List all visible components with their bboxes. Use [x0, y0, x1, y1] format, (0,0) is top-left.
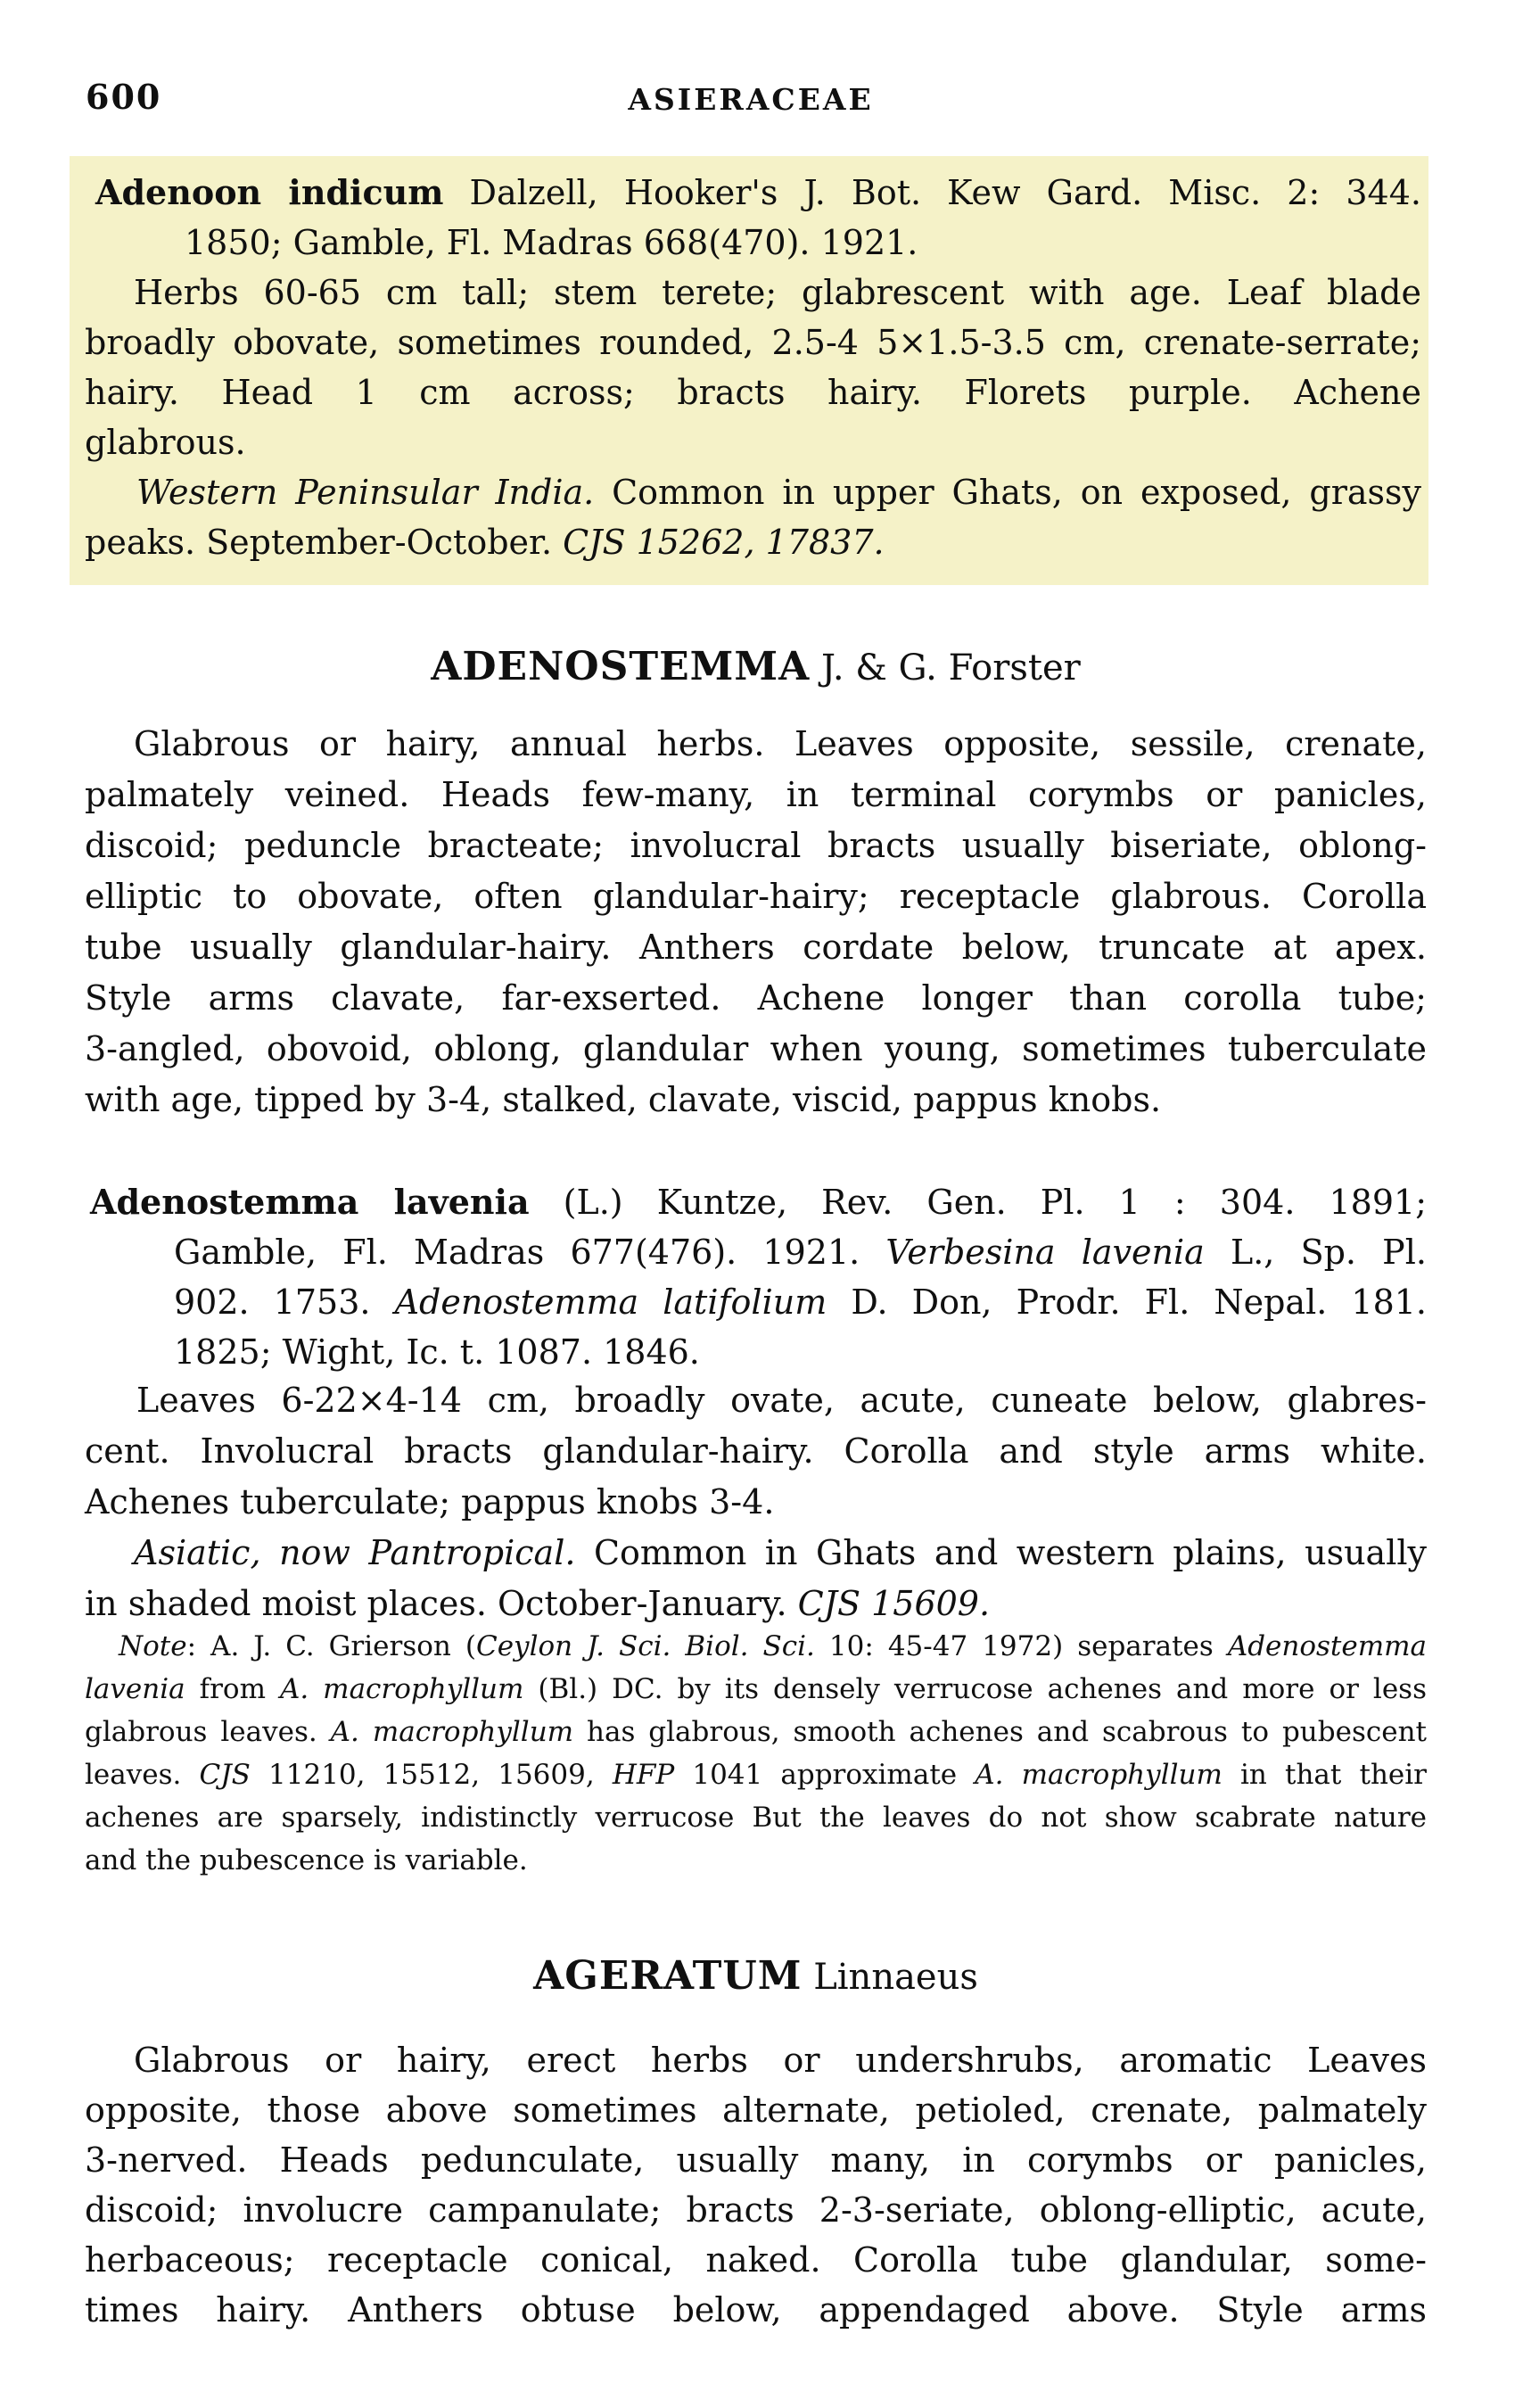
- text-segment: Dalzell, Hooker's J. Bot. Kew Gard. Misc. 2: 344.: [443, 173, 1421, 212]
- text-segment: Adenostemma lavenia: [90, 1182, 530, 1222]
- text-segment: CJS: [199, 1759, 251, 1791]
- text-line: [85, 1668, 1427, 1711]
- text-segment: opposite, those above sometimes alternate, petioled, crenate, palmately: [85, 2091, 1427, 2130]
- text-segment: 1825; Wight, Ic. t. 1087. 1846.: [174, 1332, 700, 1372]
- text-line: [85, 640, 1427, 695]
- text-line: [85, 2185, 1427, 2235]
- text-line: [85, 719, 1427, 770]
- genus-description-adenostemma: [85, 719, 1427, 1126]
- text-segment: (Bl.) DC. by its densely verrucose achenes and more or less: [523, 1673, 1427, 1705]
- text-segment: 902. 1753.: [174, 1282, 395, 1322]
- taxonomic-note: [85, 1625, 1427, 1882]
- text-segment: Herbs 60-65 cm tall; stem terete; glabrescent with age. Leaf blade: [134, 273, 1421, 312]
- text-line: [85, 821, 1427, 871]
- text-segment: Common in Ghats and western plains, usually: [575, 1533, 1427, 1572]
- text-segment: discoid; involucre campanulate; bracts 2-3-seriate, oblong-elliptic, acute,: [85, 2190, 1427, 2230]
- text-segment: achenes are sparsely, indistinctly verrucose But the leaves do not show scabrate nature: [85, 1802, 1427, 1834]
- text-segment: Common in upper Ghats, on exposed, grassy: [594, 473, 1421, 512]
- text-segment: HFP: [612, 1759, 675, 1791]
- text-segment: A. macrophyllum: [975, 1759, 1223, 1791]
- text-segment: Glabrous or hairy, annual herbs. Leaves opposite, sessile, crenate,: [134, 724, 1427, 763]
- text-segment: herbaceous; receptacle conical, naked. Corolla tube glandular, some-: [85, 2240, 1427, 2280]
- text-line: [85, 1375, 1427, 1426]
- text-segment: broadly obovate, sometimes rounded, 2.5-4 5×1.5-3.5 cm, crenate-serrate;: [85, 323, 1421, 362]
- text-segment: glabrous leaves.: [85, 1716, 331, 1748]
- text-segment: CJS 15609.: [797, 1584, 991, 1623]
- species-entry-adenostemma-lavenia: [85, 1177, 1427, 1377]
- text-segment: lavenia: [85, 1673, 185, 1705]
- text-segment: Ceylon J. Sci. Biol. Sci.: [475, 1630, 815, 1662]
- text-segment: has glabrous, smooth achenes and scabrous to pubescent: [573, 1716, 1427, 1748]
- text-segment: Leaves 6-22×4-14 cm, broadly ovate, acute, cuneate below, glabres-: [136, 1381, 1427, 1420]
- text-segment: 10: 45-47 1972) separates: [814, 1630, 1228, 1662]
- text-segment: palmately veined. Heads few-many, in terminal corymbs or panicles,: [85, 775, 1427, 814]
- text-line: [85, 268, 1421, 317]
- text-line: [85, 1579, 1427, 1629]
- text-segment: : A. J. C. Grierson (: [186, 1630, 476, 1662]
- text-segment: and the pubescence is variable.: [85, 1844, 528, 1876]
- text-line: [85, 367, 1421, 417]
- text-segment: Western Peninsular India.: [136, 473, 595, 512]
- text-segment: 1850; Gamble, Fl. Madras 668(470). 1921.: [185, 223, 918, 262]
- text-line: [85, 1625, 1427, 1668]
- text-segment: (L.) Kuntze, Rev. Gen. Pl. 1 : 304. 1891;: [529, 1183, 1427, 1222]
- text-line: [85, 1075, 1427, 1126]
- text-segment: elliptic to obovate, often glandular-hairy; receptacle glabrous. Corolla: [85, 877, 1427, 916]
- text-line: [85, 1327, 1427, 1377]
- text-segment: times hairy. Anthers obtuse below, appendaged above. Style arms: [85, 2290, 1427, 2330]
- text-segment: D. Don, Prodr. Fl. Nepal. 181.: [827, 1282, 1428, 1322]
- text-line: [85, 2085, 1427, 2135]
- text-segment: with age, tipped by 3-4, stalked, clavate, viscid, pappus knobs.: [85, 1080, 1162, 1119]
- text-line: [85, 467, 1421, 517]
- text-line: [85, 1477, 1427, 1528]
- text-line: [85, 922, 1427, 973]
- text-segment: J. & G. Forster: [810, 647, 1081, 689]
- page-number: 600: [86, 77, 162, 117]
- text-segment: discoid; peduncle bracteate; involucral bracts usually biseriate, oblong-: [85, 826, 1427, 865]
- text-line: [85, 973, 1427, 1024]
- text-line: [85, 2285, 1427, 2335]
- text-line: [85, 1950, 1427, 2004]
- genus-description-ageratum: [85, 2035, 1427, 2335]
- text-line: [85, 1528, 1427, 1579]
- family-header: ASIERACEAE: [628, 82, 874, 117]
- text-line: [85, 1277, 1427, 1327]
- genus-heading-ageratum: [85, 1950, 1427, 2004]
- text-line: [85, 1227, 1427, 1277]
- entry-adenoon-indicum: [70, 156, 1428, 585]
- text-segment: Gamble, Fl. Madras 677(476). 1921.: [174, 1233, 886, 1272]
- genus-heading-adenostemma: [85, 640, 1427, 695]
- text-segment: AGERATUM: [533, 1953, 803, 1999]
- text-segment: Glabrous or hairy, erect herbs or undershrubs, aromatic Leaves: [134, 2041, 1427, 2080]
- text-segment: 1041 approximate: [674, 1759, 976, 1791]
- text-line: [85, 1839, 1427, 1882]
- text-line: [85, 1753, 1427, 1796]
- text-segment: in that their: [1222, 1759, 1427, 1791]
- text-line: [85, 2035, 1427, 2085]
- text-line: [85, 1426, 1427, 1477]
- text-segment: cent. Involucral bracts glandular-hairy. Corolla and style arms white.: [85, 1431, 1427, 1471]
- text-line: [85, 2235, 1427, 2285]
- text-segment: hairy. Head 1 cm across; bracts hairy. Florets purple. Achene: [85, 373, 1421, 412]
- text-segment: ADENOSTEMMA: [431, 644, 811, 689]
- text-segment: in shaded moist places. October-January.: [85, 1584, 798, 1623]
- text-segment: A. macrophyllum: [330, 1716, 574, 1748]
- text-segment: 3-angled, obovoid, oblong, glandular when young, sometimes tuberculate: [85, 1029, 1427, 1068]
- text-segment: L., Sp. Pl.: [1204, 1233, 1427, 1272]
- text-segment: Asiatic, now Pantropical.: [134, 1533, 576, 1572]
- text-segment: Style arms clavate, far-exserted. Achene longer than corolla tube;: [85, 978, 1427, 1018]
- text-segment: CJS 15262, 17837.: [563, 523, 885, 562]
- text-line: [85, 317, 1421, 367]
- text-segment: A. macrophyllum: [279, 1673, 524, 1705]
- text-segment: Linnaeus: [802, 1957, 978, 1998]
- text-segment: 3-nerved. Heads pedunculate, usually many, in corymbs or panicles,: [85, 2140, 1427, 2180]
- text-line: [85, 1711, 1427, 1753]
- text-segment: Adenostemma latifolium: [394, 1282, 827, 1322]
- text-line: [85, 168, 1421, 218]
- species-description-adenostemma-lavenia: [85, 1375, 1427, 1629]
- text-segment: 11210, 15512, 15609,: [250, 1759, 613, 1791]
- text-line: [85, 1796, 1427, 1839]
- text-line: [85, 1024, 1427, 1075]
- text-line: [85, 417, 1421, 467]
- text-segment: from: [185, 1673, 280, 1705]
- text-segment: Note: [119, 1630, 187, 1662]
- text-segment: Adenostemma: [1227, 1630, 1428, 1662]
- text-segment: tube usually glandular-hairy. Anthers cordate below, truncate at apex.: [85, 928, 1427, 967]
- text-segment: peaks. September-October.: [85, 523, 564, 562]
- text-line: [85, 218, 1421, 268]
- text-segment: Adenoon indicum: [95, 172, 444, 212]
- text-line: [85, 517, 1421, 567]
- text-segment: Achenes tuberculate; pappus knobs 3-4.: [85, 1482, 775, 1521]
- text-line: [85, 1177, 1427, 1227]
- text-line: [85, 770, 1427, 821]
- text-segment: leaves.: [85, 1759, 200, 1791]
- text-line: [85, 2135, 1427, 2185]
- text-segment: glabrous.: [85, 423, 246, 462]
- text-line: [85, 871, 1427, 922]
- text-segment: Verbesina lavenia: [885, 1233, 1205, 1272]
